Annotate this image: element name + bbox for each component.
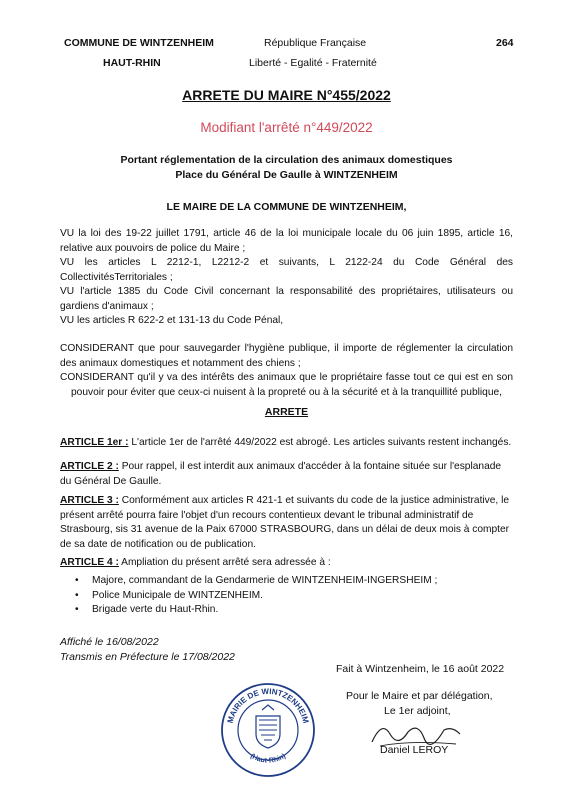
article-label: ARTICLE 2 :: [60, 461, 119, 472]
vu-block: [60, 227, 513, 329]
article-2: [60, 460, 515, 489]
list-item: • Majore, commandant de la Gendarmerie de WINTZENHEIM-INGERSHEIM ;: [72, 574, 512, 589]
commune-name: COMMUNE DE WINTZENHEIM: [64, 37, 214, 49]
considerant-paragraph: CONSIDERANT que pour sauvegarder l'hygiène publique, il importe de réglementer la circulation des animaux domestiques et notamment des chiens ;: [60, 343, 513, 369]
article-text: Pour rappel, il est interdit aux animaux d'accéder à la fontaine située sur l'esplanade du Général De Gaulle.: [60, 461, 502, 487]
page-title: ARRETE DU MAIRE N°455/2022: [182, 87, 391, 103]
signatory-name: Daniel LEROY: [380, 744, 449, 756]
affiche-date: Affiché le 16/08/2022: [60, 636, 159, 648]
list-item: • Police Municipale de WINTZENHEIM.: [72, 589, 512, 604]
vu-paragraph: VU l'article 1385 du Code Civil concernant la responsabilité des propriétaires, utilisateurs ou gardiens d'animaux ;: [60, 286, 513, 312]
subject-line-2: Place du Général De Gaulle à WINTZENHEIM: [175, 169, 398, 181]
vu-paragraph: VU la loi des 19-22 juillet 1791, article 46 de la loi municipale locale du 06 juin 1895, article 16, relative aux pouvoirs de police du Maire ;: [60, 228, 513, 254]
republic-label: République Française: [264, 37, 367, 49]
article-label: ARTICLE 1er :: [60, 437, 129, 448]
signature-line-2: Le 1er adjoint,: [384, 705, 451, 717]
recipients-list: [72, 574, 512, 618]
svg-text:(Haut-Rhin): [249, 753, 287, 765]
fait-a: Fait à Wintzenheim, le 16 août 2022: [336, 663, 505, 675]
article-label: ARTICLE 3 :: [60, 495, 119, 506]
stamp-bottom-text: (Haut-Rhin): [248, 752, 288, 765]
transmis-date: Transmis en Préfecture le 17/08/2022: [60, 651, 235, 663]
department-name: HAUT-RHIN: [103, 57, 161, 69]
considerant-paragraph: CONSIDERANT qu'il y va des intérêts des animaux que le propriétaire fasse tout ce qui est en son pouvoir pour éviter que ceux-ci nuisent à la propreté ou à la sécurité et à la tranquillité publique,: [60, 372, 513, 398]
motto: Liberté - Egalité - Fraternité: [249, 57, 377, 69]
stamp-ring-text: MAIRIE DE WINTZENHEIM: [225, 686, 311, 725]
subject-line-1: Portant réglementation de la circulation des animaux domestiques: [120, 154, 453, 166]
arrete-heading: ARRETE: [264, 406, 309, 418]
article-1: [60, 436, 515, 451]
article-3: [60, 494, 515, 552]
considerant-block: [60, 342, 513, 400]
mairie-stamp-icon: [218, 680, 318, 780]
subtitle: Modifiant l'arrêté n°449/2022: [200, 120, 373, 135]
vu-paragraph: VU les articles L 2212-1, L2212-2 et suivants, L 2122-24 du Code Général des CollectivitésTerritoriales ;: [60, 257, 513, 283]
vu-paragraph: VU les articles R 622-2 et 131-13 du Code Pénal,: [60, 315, 284, 326]
article-label: ARTICLE 4 :: [60, 557, 119, 568]
article-text: L'article 1er de l'arrêté 449/2022 est abrogé. Les articles suivants restent inchangés.: [128, 437, 512, 448]
article-4: [60, 556, 515, 571]
signature-line-1: Pour le Maire et par délégation,: [346, 690, 493, 702]
page-number: 264: [496, 37, 514, 49]
mayor-heading: LE MAIRE DE LA COMMUNE DE WINTZENHEIM,: [166, 201, 407, 213]
article-text: Ampliation du présent arrêté sera adressée à :: [118, 557, 331, 568]
list-item: • Brigade verte du Haut-Rhin.: [72, 603, 512, 618]
article-text: Conformément aux articles R 421-1 et suivants du code de la justice administrative, le présent arrêté pourra faire l'objet d'un recours contentieux devant le tribunal administratif de Strasbourg, sis 31 avenue de la Paix 67000 STRASBOURG, dans un délai de deux mois à compter de sa date de notification ou de publication.: [60, 495, 510, 550]
